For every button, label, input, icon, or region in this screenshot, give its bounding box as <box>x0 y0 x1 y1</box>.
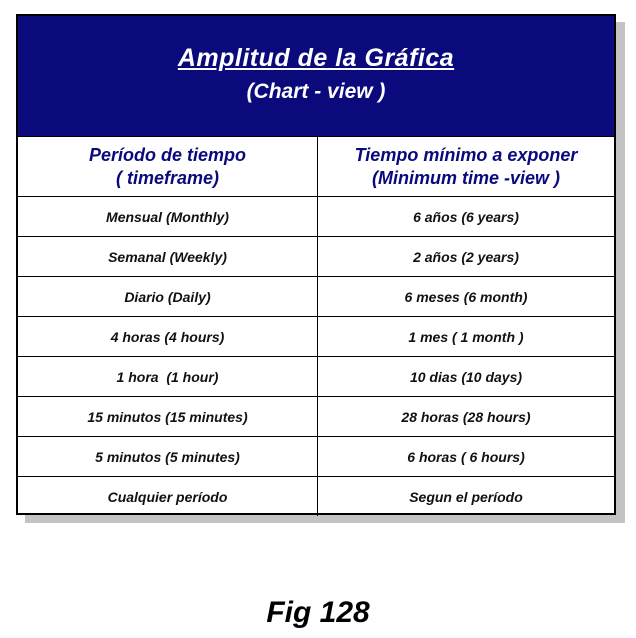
header-min-time-line2: (Minimum time -view ) <box>371 167 560 188</box>
min-time-cell: 2 años (2 years) <box>413 248 519 265</box>
period-cell: 4 horas (4 hours) <box>110 328 225 345</box>
period-cell: 15 minutos (15 minutes) <box>87 408 248 425</box>
table-title-banner <box>18 16 614 136</box>
table-row <box>18 436 614 476</box>
header-period-line1: Período de tiempo <box>88 144 247 165</box>
table-row <box>18 316 614 356</box>
table-row <box>18 476 614 516</box>
table-row <box>18 396 614 436</box>
figure-caption: Fig 128 <box>266 596 370 629</box>
period-cell: 1 hora (1 hour) <box>116 368 219 385</box>
min-time-cell: 28 horas (28 hours) <box>401 408 531 425</box>
header-min-time-line1: Tiempo mínimo a exponer <box>354 144 578 165</box>
period-cell: Diario (Daily) <box>124 288 211 305</box>
min-time-cell: 6 horas ( 6 hours) <box>407 448 525 465</box>
period-cell: Semanal (Weekly) <box>108 248 227 265</box>
header-period <box>18 137 318 196</box>
period-cell: Mensual (Monthly) <box>106 208 229 225</box>
table-header-row <box>18 136 614 196</box>
min-time-cell: 6 años (6 years) <box>413 208 519 225</box>
period-cell: 5 minutos (5 minutes) <box>95 448 240 465</box>
period-cell: Cualquier período <box>107 488 228 505</box>
min-time-cell: 1 mes ( 1 month ) <box>408 328 524 345</box>
min-time-cell: 6 meses (6 month) <box>404 288 528 305</box>
table-subtitle: (Chart - view ) <box>246 80 386 103</box>
table-row <box>18 356 614 396</box>
table-row <box>18 196 614 236</box>
timeframe-table <box>16 14 616 515</box>
table-row <box>18 236 614 276</box>
header-min-time <box>318 137 614 196</box>
table-grid <box>18 136 614 516</box>
table-row <box>18 276 614 316</box>
header-period-line2: ( timeframe) <box>115 167 220 188</box>
min-time-cell: Segun el período <box>409 488 523 505</box>
table-title: Amplitud de la Gráfica <box>177 44 455 72</box>
min-time-cell: 10 dias (10 days) <box>409 368 523 385</box>
